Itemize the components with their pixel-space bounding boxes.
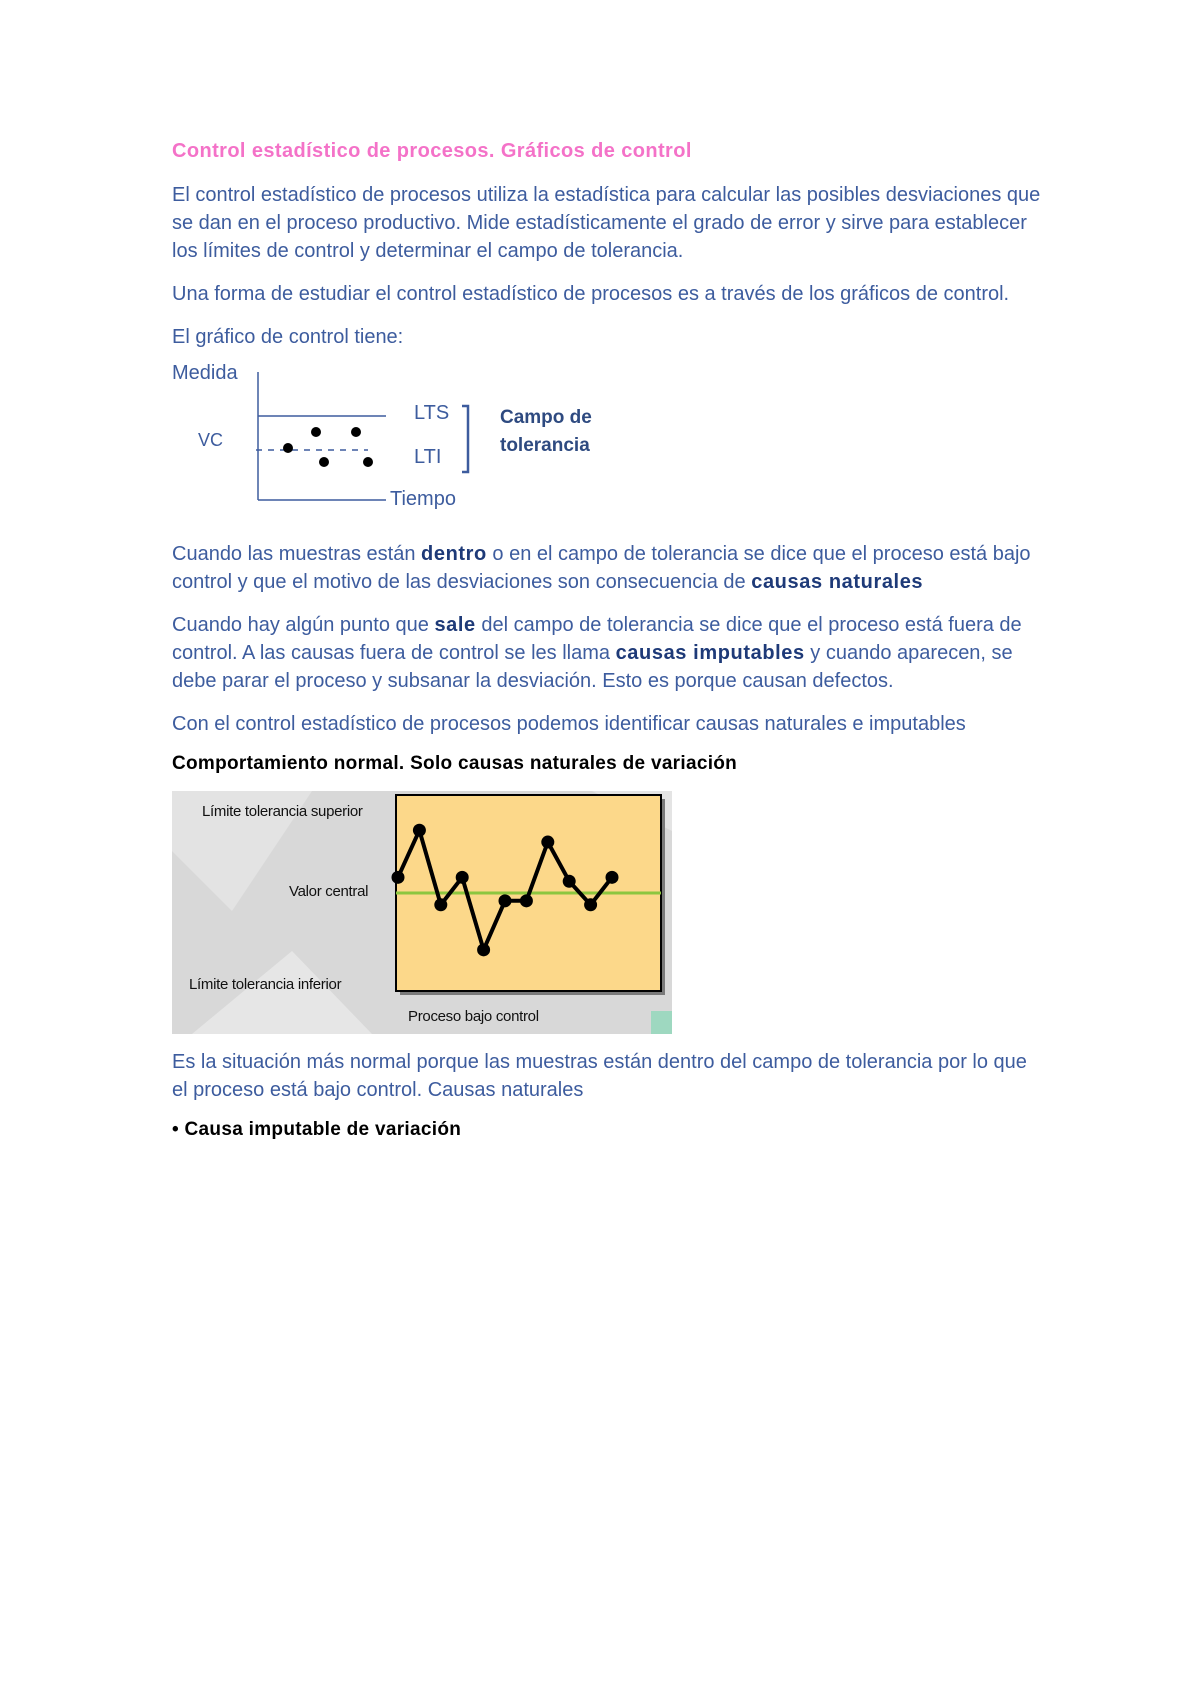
text-run: Cuando hay algún punto que xyxy=(172,614,435,636)
text-run: y cuando aparecen, se debe parar el proceso y subsanar la desviación. Esto es porque causan defectos. xyxy=(172,642,1013,692)
heading-causa-imputable: • Causa imputable de variación xyxy=(172,1119,462,1140)
data-point xyxy=(584,898,597,911)
vc-label: VC xyxy=(198,430,224,450)
data-point xyxy=(392,871,405,884)
campo-label-1: Campo de xyxy=(500,407,592,428)
text-run: del campo de tolerancia se dice que el proceso está fuera de control. A las causas fuera de control se les llama xyxy=(172,614,1022,664)
data-point xyxy=(499,894,512,907)
sample-point xyxy=(363,457,373,467)
page-title: Control estadístico de procesos. Gráficos de control xyxy=(172,140,692,162)
paragraph-intro: El control estadístico de procesos utiliza la estadística para calcular las posibles desviaciones que se dan en el proceso productivo. Mide estadísticamente el grado de error y sirve para establecer los límites de control y determinar el campo de tolerancia. xyxy=(172,184,1041,262)
lti-label: LTI xyxy=(414,446,442,468)
bold-causas-imputables: causas imputables xyxy=(615,642,805,664)
sample-point xyxy=(319,457,329,467)
control-chart-image xyxy=(172,791,672,1034)
upper-limit-label: Límite tolerancia superior xyxy=(202,803,363,820)
campo-bracket xyxy=(462,406,468,472)
campo-label-2: tolerancia xyxy=(500,435,590,456)
data-point xyxy=(413,824,426,837)
paragraph-grafico-tiene: El gráfico de control tiene: xyxy=(172,326,404,348)
y-axis-label: Medida xyxy=(172,362,238,384)
paragraph-sale xyxy=(172,611,1042,695)
data-point xyxy=(434,898,447,911)
document-body xyxy=(172,140,1042,1157)
control-chart-diagram xyxy=(172,362,772,532)
paragraph-graficos: Una forma de estudiar el control estadístico de procesos es a través de los gráficos de control. xyxy=(172,283,1010,305)
sample-point xyxy=(283,443,293,453)
lts-label: LTS xyxy=(414,402,450,424)
data-point xyxy=(563,875,576,888)
sample-point xyxy=(311,427,321,437)
data-point xyxy=(541,836,554,849)
data-point xyxy=(477,943,490,956)
bold-causas-naturales: causas naturales xyxy=(751,571,924,593)
paragraph-situacion-normal: Es la situación más normal porque las muestras están dentro del campo de tolerancia por lo que el proceso está bajo control. Causas naturales xyxy=(172,1051,1027,1101)
x-axis-label: Tiempo xyxy=(390,488,456,510)
lower-limit-label: Límite tolerancia inferior xyxy=(189,976,342,993)
text-run: Cuando las muestras están xyxy=(172,543,422,565)
center-value-label: Valor central xyxy=(289,883,369,900)
bold-dentro: dentro xyxy=(421,543,487,565)
sample-point xyxy=(351,427,361,437)
chart-svg xyxy=(172,791,672,1034)
paragraph-identificar: Con el control estadístico de procesos podemos identificar causas naturales e imputables xyxy=(172,713,966,735)
data-point xyxy=(520,894,533,907)
data-point xyxy=(456,871,469,884)
bold-sale: sale xyxy=(434,614,476,636)
heading-comportamiento-normal: Comportamiento normal. Solo causas naturales de variación xyxy=(172,753,738,774)
chart-title: Proceso bajo control xyxy=(408,1008,539,1025)
paragraph-dentro xyxy=(172,540,1042,596)
diagram-lines xyxy=(172,362,772,532)
text-run: o en el campo de tolerancia se dice que el proceso está bajo control y que el motivo de las desviaciones son consecuencia de xyxy=(172,543,1031,593)
corner-mark xyxy=(651,1011,672,1034)
data-point xyxy=(606,871,619,884)
